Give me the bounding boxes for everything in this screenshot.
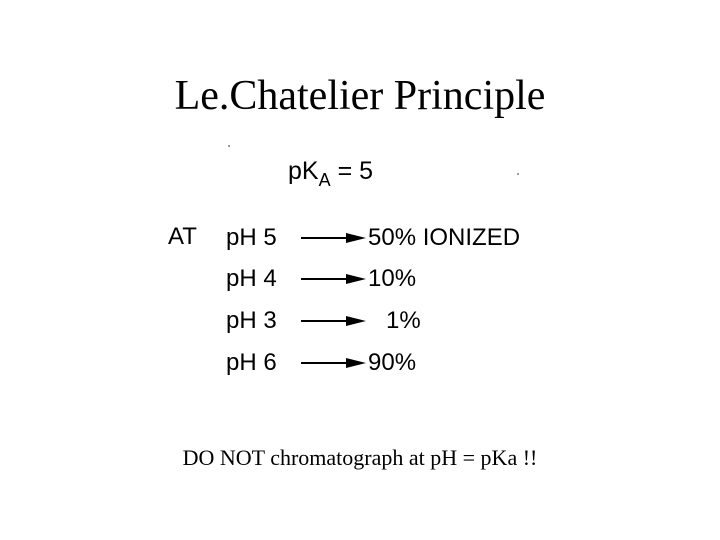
scan-speck xyxy=(517,173,519,175)
footnote: DO NOT chromatograph at pH = pKa !! xyxy=(182,445,538,470)
ionized-percent: 1% xyxy=(386,307,421,334)
ph-value: pH 6 xyxy=(226,349,277,376)
ph-row xyxy=(0,305,720,337)
scan-speck xyxy=(228,145,230,147)
pka-label-subscript: A xyxy=(318,170,331,190)
ph-row xyxy=(0,263,720,295)
ionized-percent: 90% xyxy=(368,349,417,376)
ionized-percent: 50% IONIZED xyxy=(368,224,521,251)
ph-row xyxy=(0,347,720,379)
right-arrow-icon xyxy=(300,272,366,286)
ph-value: pH 5 xyxy=(226,224,277,251)
ph-row xyxy=(0,222,720,254)
slide-title: Le.Chatelier Principle xyxy=(174,73,546,119)
right-arrow-icon xyxy=(300,231,366,245)
ph-value: pH 3 xyxy=(226,307,277,334)
at-label: AT xyxy=(168,223,197,250)
ionized-percent: 10% xyxy=(368,265,417,292)
pka-value: = 5 xyxy=(337,157,374,185)
right-arrow-icon xyxy=(300,356,366,370)
right-arrow-icon xyxy=(300,314,366,328)
pka-label-main: pK xyxy=(288,157,319,185)
pka-label xyxy=(288,156,373,188)
ph-value: pH 4 xyxy=(226,265,277,292)
